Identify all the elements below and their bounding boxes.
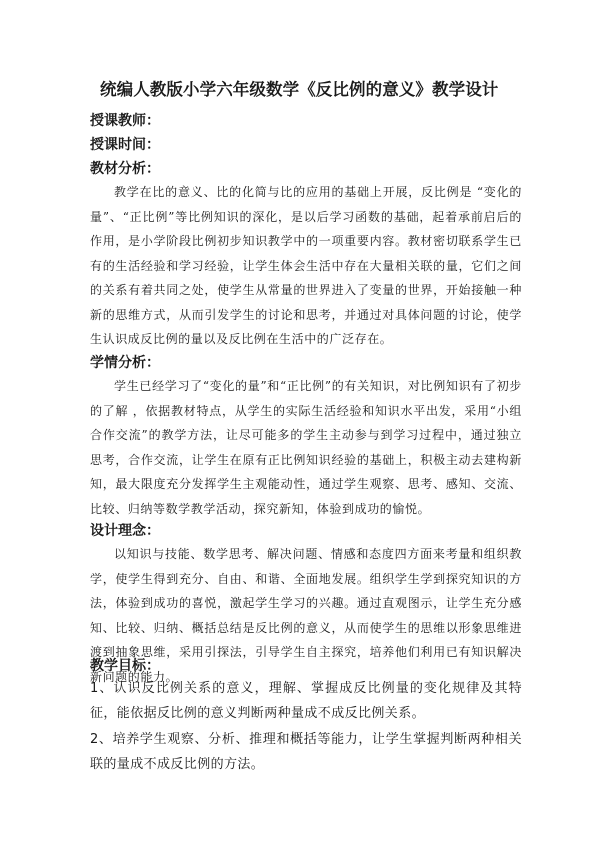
goal-item-1: 1、认识反比例关系的意义，理解、掌握成反比例量的变化规律及其特征，能依据反比例的意义判断两种量成不成反比例关系。 [90, 681, 522, 721]
goals-heading: 教学目标： [90, 658, 160, 674]
teacher-label: 授课教师： [90, 113, 160, 129]
concept-paragraph: 以知识与技能、数学思考、解决问题、情感和态度四方面来考量和组织教学，使学生得到充分、自由、和谐、全面地发展。组织学生学到探究知识的方法，体验到成功的喜悦，激起学生学习的兴趣。通过直观图示，让学生充分感知、比较、归纳、概括总结是反比例的意义，从而使学生的思维以形象思维进渡到抽象思维，采用引探法，引导学生自主探究，培养他们利用已有知识解决新问题的能力。 [90, 547, 522, 684]
material-heading: 教材分析： [90, 161, 160, 177]
goal-item-2: 2、培养学生观察、分析、推理和概括等能力，让学生掌握判断两种相关联的量成不成反比例的方法。 [90, 732, 522, 772]
time-label: 授课时间： [90, 137, 160, 153]
students-heading: 学情分析： [90, 355, 160, 371]
concept-heading: 设计理念： [90, 523, 160, 539]
material-paragraph: 教学在比的意义、比的化简与比的应用的基础上开展，反比例是 “变化的量”、“正比例”等比例知识的深化，是以后学习函数的基础，起着承前启后的作用，是小学阶段比例初步知识教学中的一项重要内容。教材密切联系学生已有的生活经验和学习经验，让学生体会生活中存在大量相关联的量，它们之间的关系有着共同之处，使学生从常量的世界进入了变量的世界，开始接触一种新的思维方式，从而引发学生的讨论和思考，并通过对具体问题的讨论，使学生认识成反比例的量以及反比例在生活中的广泛存在。 [90, 185, 522, 346]
students-paragraph: 学生已经学习了“变化的量”和“正比例”的有关知识，对比例知识有了初步的了解 ，依据教材特点，从学生的实际生活经验和知识水平出发，采用“小组合作交流”的教学方法，让尽可能多的学生主动参与到学习过程中，通过独立思考，合作交流，让学生在原有正比例知识经验的基础上，积极主动去建构新知，最大限度充分发挥学生主观能动性，通过学生观察、思考、感知、交流、比较、归纳等数学教学活动，探究新知，体验到成功的愉悦。 [90, 379, 522, 516]
document-title: 统编人教版小学六年级数学《反比例的意义》教学设计 [100, 80, 499, 99]
